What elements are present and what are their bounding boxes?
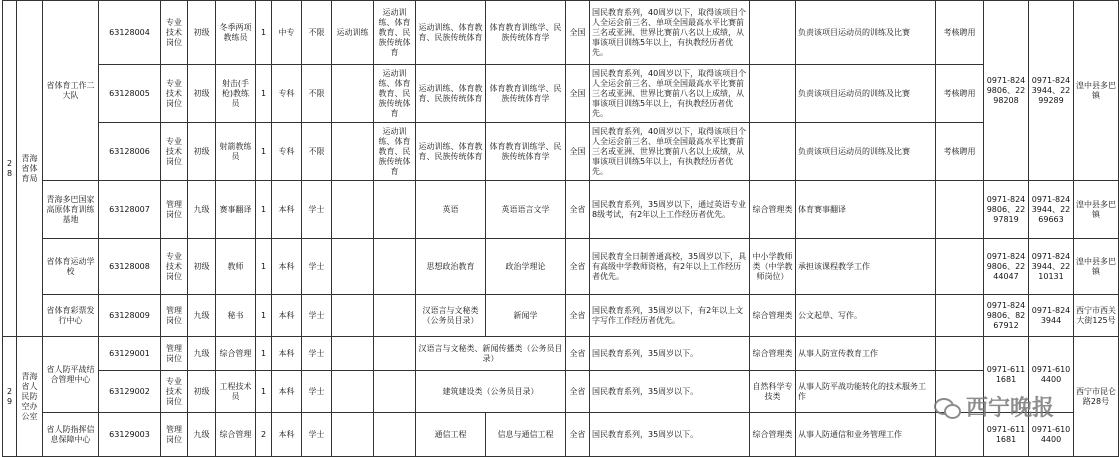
- post-level: 九级: [188, 337, 216, 371]
- major-c: 通信工程: [416, 413, 486, 457]
- watermark-text: 西宁晚报: [965, 396, 1054, 421]
- scope: 全省: [566, 371, 590, 413]
- post-count: 1: [256, 181, 272, 239]
- post-level: 九级: [188, 413, 216, 457]
- address: 西宁市西关大街125号: [1074, 295, 1119, 337]
- duty: 承担该课程教学工作: [796, 239, 936, 295]
- table-row: [3, 371, 1119, 413]
- post-code: 63128005: [99, 65, 161, 123]
- major-combined: 汉语言与文秘类、新闻传播类（公务员目录）: [416, 337, 566, 371]
- duty: 从事人防通信和业务管理工作: [796, 413, 936, 457]
- post-level: 初级: [188, 371, 216, 413]
- post-level: 初级: [188, 1, 216, 65]
- major-d: 政治学理论: [486, 239, 566, 295]
- post-level: 初级: [188, 123, 216, 181]
- post-name: 工程技术员: [216, 371, 256, 413]
- requirements: 国民教育系列，35周岁以下。: [590, 413, 750, 457]
- exam-category: 中小学教师类（中学教师岗位）: [750, 239, 796, 295]
- requirements: 国民教育系列，40周岁以下，取得该项目个人全运会前三名、单项全国最高水平比赛前三名或亚洲、世界比赛前八名以上成绩，从事该项目训练5年以上，有执教经历者优先。: [590, 65, 750, 123]
- table-row: [3, 181, 1119, 239]
- post-count: 1: [256, 123, 272, 181]
- major-d: 体育教育训练学、民族传统体育学: [486, 65, 566, 123]
- phone-2: 0971-6104400: [1029, 337, 1074, 413]
- remark: 考核聘用: [936, 1, 984, 65]
- requirements: 国民教育系列，40周岁以下，取得该项目个人全运会前三名、单项全国最高水平比赛前三名或亚洲、世界比赛前八名以上成绩，从事该项目训练5年以上，有执教经历者优先。: [590, 123, 750, 181]
- row-number: 29: [3, 337, 17, 457]
- major-d: 信息与通信工程: [486, 413, 566, 457]
- post-count: 1: [256, 295, 272, 337]
- table-row: [3, 1, 1119, 65]
- major-c: 英语: [416, 181, 486, 239]
- degree: 学士: [302, 371, 332, 413]
- duty: 负责该项目运动员的训练及比赛: [796, 1, 936, 65]
- degree: 不限: [302, 1, 332, 65]
- requirements: 国民教育系列，40周岁以下，取得该项目个人全运会前三名、单项全国最高水平比赛前三名或亚洲、世界比赛前八名以上成绩，从事该项目训练5年以上，有执教经历者优先。: [590, 1, 750, 65]
- unit-cell: 青海多巴国家高原体育训练基地: [43, 181, 99, 239]
- education: 本科: [272, 371, 302, 413]
- major-c: 汉语言与文秘类（公务员目录）: [416, 295, 486, 337]
- table-row: [3, 239, 1119, 295]
- scope: 全省: [566, 181, 590, 239]
- post-name: 秘书: [216, 295, 256, 337]
- unit-cell: 省体育运动学校: [43, 239, 99, 295]
- major-a: [332, 295, 374, 337]
- phone: 0971-8249806、8267912: [984, 295, 1029, 337]
- education: 本科: [272, 337, 302, 371]
- scope: 全国: [566, 123, 590, 181]
- degree: 不限: [302, 65, 332, 123]
- major-d: 新闻学: [486, 295, 566, 337]
- post-name: 综合管理: [216, 337, 256, 371]
- duty: 负责该项目运动员的训练及比赛: [796, 123, 936, 181]
- major-b: 运动训练、体育教育、民族传统体育: [374, 1, 416, 65]
- post-count: 1: [256, 371, 272, 413]
- remark: 考核聘用: [936, 123, 984, 181]
- major-a: [332, 337, 374, 371]
- post-name: 射箭教练员: [216, 123, 256, 181]
- row-number: 28: [3, 1, 17, 337]
- education: 专科: [272, 123, 302, 181]
- requirements: 国民教育系列，35周岁以下。: [590, 337, 750, 371]
- post-level: 九级: [188, 295, 216, 337]
- scope: 全省: [566, 337, 590, 371]
- unit-cell: 省人防指挥信息保障中心: [43, 413, 99, 457]
- phone: 0971-8249806、2244047: [984, 239, 1029, 295]
- remark: [936, 337, 984, 371]
- phone: 0971-8249806、2298208: [984, 1, 1029, 181]
- duty: 体育赛事翻译: [796, 181, 936, 239]
- post-count: 1: [256, 239, 272, 295]
- phone: 0971-8249806、2297819: [984, 181, 1029, 239]
- education: 本科: [272, 295, 302, 337]
- major-c: 思想政治教育: [416, 239, 486, 295]
- degree: 学士: [302, 295, 332, 337]
- post-type: 管理岗位: [161, 337, 188, 371]
- post-name: 冬季两项教练员: [216, 1, 256, 65]
- post-count: 1: [256, 337, 272, 371]
- phone: 0971-6111681: [984, 413, 1029, 457]
- post-code: 63128008: [99, 239, 161, 295]
- major-b: 运动训练、体育教育、民族传统体育: [374, 123, 416, 181]
- major-a: [332, 413, 374, 457]
- exam-category: [750, 65, 796, 123]
- requirements: 国民教育系列，35周岁以下，通过英语专业8级考试，有2年以上工作经历者优先。: [590, 181, 750, 239]
- post-type: 专业技术岗位: [161, 65, 188, 123]
- remark: [936, 181, 984, 239]
- duty: 公文起草、写作。: [796, 295, 936, 337]
- remark: [936, 295, 984, 337]
- post-code: 63129002: [99, 371, 161, 413]
- phone-2: 0971-8243944: [1029, 295, 1074, 337]
- post-code: 63128006: [99, 123, 161, 181]
- duty: 从事人防宣传教育工作: [796, 337, 936, 371]
- major-a: [332, 181, 374, 239]
- degree: 学士: [302, 239, 332, 295]
- major-d: 英语语言文学: [486, 181, 566, 239]
- post-level: 初级: [188, 65, 216, 123]
- post-name: 综合管理: [216, 413, 256, 457]
- table-row: [3, 123, 1119, 181]
- department-cell: 青海省体育局: [17, 1, 43, 337]
- remark: [936, 413, 984, 457]
- unit-cell: 省人防平战结合管理中心: [43, 337, 99, 413]
- scope: 全国: [566, 65, 590, 123]
- education: 本科: [272, 181, 302, 239]
- recruitment-table: [2, 0, 1119, 457]
- major-combined: 建筑建设类（公务员目录）: [416, 371, 566, 413]
- exam-category: [750, 123, 796, 181]
- remark: [936, 371, 984, 413]
- post-level: 初级: [188, 239, 216, 295]
- requirements: 国民教育系列，35周岁以下，有2年以上文字写作工作经历者优先。: [590, 295, 750, 337]
- table-row: [3, 337, 1119, 371]
- major-b: [374, 295, 416, 337]
- post-name: 射击(手枪)教练员: [216, 65, 256, 123]
- major-b: [374, 337, 416, 371]
- degree: 学士: [302, 181, 332, 239]
- post-name: 教师: [216, 239, 256, 295]
- requirements: 国民教育全日制普通高校，35周岁以下，具有高级中学教师资格，有2年以上工作经历者优先。: [590, 239, 750, 295]
- table-row: [3, 413, 1119, 457]
- duty: 负责该项目运动员的训练及比赛: [796, 65, 936, 123]
- post-name: 赛事翻译: [216, 181, 256, 239]
- scope: 全国: [566, 1, 590, 65]
- phone-2: 0971-8243944、2269663: [1029, 181, 1074, 239]
- phone-2: 0971-6104400: [1029, 413, 1074, 457]
- post-count: 1: [256, 65, 272, 123]
- degree: 学士: [302, 337, 332, 371]
- major-a: 运动训练: [332, 1, 374, 65]
- major-b: [374, 371, 416, 413]
- remark: 考核聘用: [936, 65, 984, 123]
- major-b: 运动训练、体育教育、民族传统体育: [374, 65, 416, 123]
- post-type: 专业技术岗位: [161, 123, 188, 181]
- unit-cell: 省体育彩票发行中心: [43, 295, 99, 337]
- post-code: 63128009: [99, 295, 161, 337]
- post-type: 专业技术岗位: [161, 239, 188, 295]
- major-c: 运动训练、体育教育、民族传统体育: [416, 123, 486, 181]
- degree: 学士: [302, 413, 332, 457]
- exam-category: 自然科学专技类: [750, 371, 796, 413]
- post-code: 63129001: [99, 337, 161, 371]
- post-code: 63128004: [99, 1, 161, 65]
- table-row: [3, 65, 1119, 123]
- unit-cell: 省体育工作二大队: [43, 1, 99, 181]
- phone-2: 0971-8243944、2299289: [1029, 1, 1074, 181]
- major-b: [374, 239, 416, 295]
- requirements: 国民教育系列，35周岁以下。: [590, 371, 750, 413]
- post-code: 63128007: [99, 181, 161, 239]
- major-b: [374, 413, 416, 457]
- post-level: 九级: [188, 181, 216, 239]
- exam-category: 综合管理类: [750, 337, 796, 371]
- table-row: [3, 295, 1119, 337]
- duty: 从事人防平战功能转化的技术服务工作: [796, 371, 936, 413]
- scope: 全省: [566, 295, 590, 337]
- major-d: 体育教育训练学、民族传统体育学: [486, 1, 566, 65]
- post-type: 专业技术岗位: [161, 371, 188, 413]
- exam-category: [750, 1, 796, 65]
- major-b: [374, 181, 416, 239]
- post-type: 管理岗位: [161, 181, 188, 239]
- exam-category: 综合管理类: [750, 413, 796, 457]
- major-c: 运动训练、体育教育、民族传统体育: [416, 65, 486, 123]
- major-a: [332, 371, 374, 413]
- phone: 0971-6111681: [984, 337, 1029, 413]
- major-c: 运动训练、体育教育、民族传统体育: [416, 1, 486, 65]
- post-count: 1: [256, 1, 272, 65]
- major-a: [332, 123, 374, 181]
- major-a: [332, 239, 374, 295]
- address: 湟中县多巴镇: [1074, 239, 1119, 295]
- major-a: [332, 65, 374, 123]
- address: 西宁市昆仑路28号: [1074, 337, 1119, 457]
- degree: 不限: [302, 123, 332, 181]
- address: 湟中县多巴镇: [1074, 181, 1119, 239]
- post-type: 管理岗位: [161, 413, 188, 457]
- major-d: 体育教育训练学、民族传统体育学: [486, 123, 566, 181]
- post-code: 63129003: [99, 413, 161, 457]
- education: 专科: [272, 65, 302, 123]
- exam-category: 综合管理类: [750, 295, 796, 337]
- phone-2: 0971-8243944、2210131: [1029, 239, 1074, 295]
- department-cell: 青海省人民防空办公室: [17, 337, 43, 457]
- exam-category: 综合管理类: [750, 181, 796, 239]
- remark: [936, 239, 984, 295]
- post-type: 专业技术岗位: [161, 1, 188, 65]
- post-count: 2: [256, 413, 272, 457]
- address: 湟中县多巴镇: [1074, 1, 1119, 181]
- post-type: 管理岗位: [161, 295, 188, 337]
- scope: 全省: [566, 239, 590, 295]
- education: 本科: [272, 413, 302, 457]
- education: 中专: [272, 1, 302, 65]
- scope: 全省: [566, 413, 590, 457]
- education: 本科: [272, 239, 302, 295]
